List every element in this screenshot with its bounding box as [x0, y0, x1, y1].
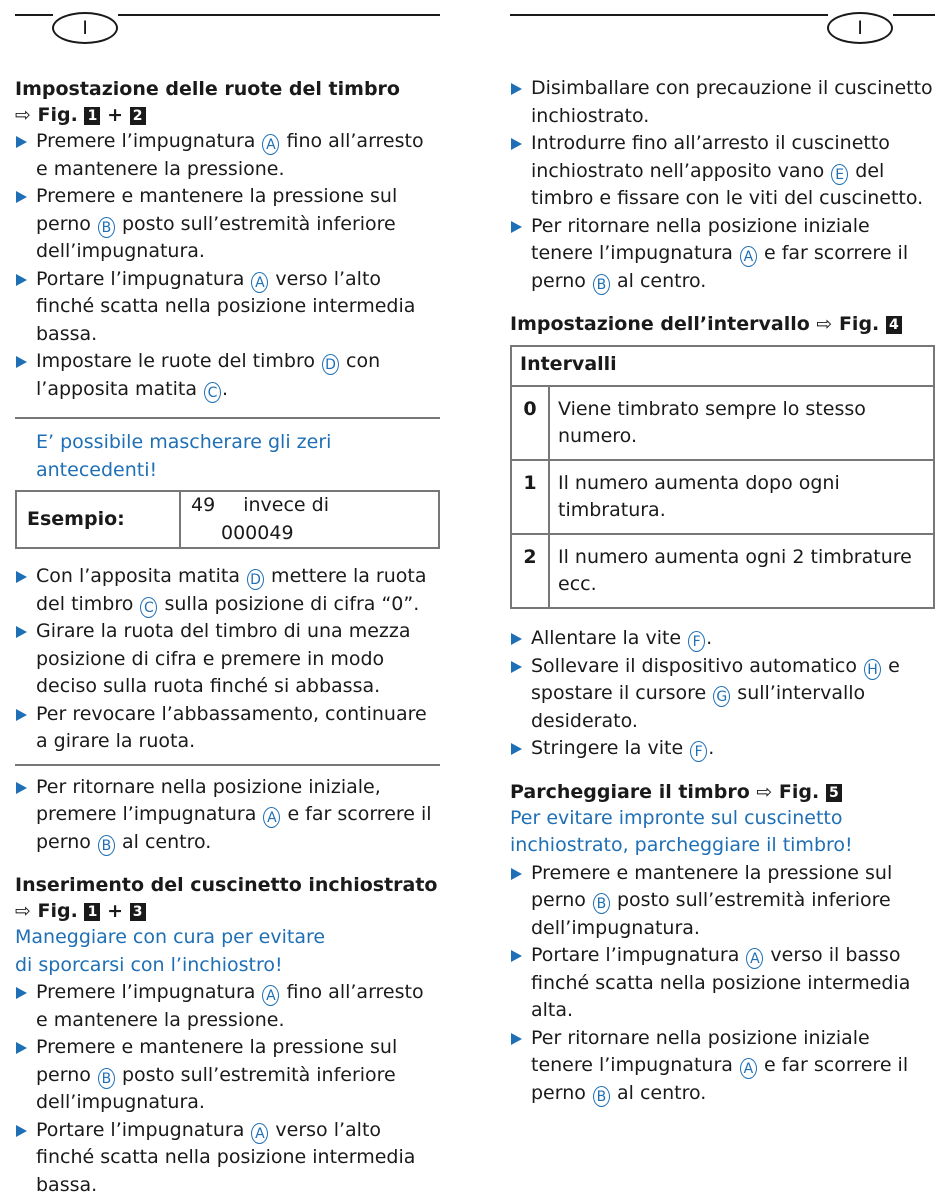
step-list	[15, 128, 440, 403]
section-title-park: Parcheggiare il timbro ⇨ Fig. 5	[510, 779, 935, 805]
step-item: Premere l’impugnatura A fino all’arresto e mantenere la pressione.	[15, 128, 440, 183]
section-title-ink-pad: Inserimento del cuscinetto inchiostrato	[15, 872, 440, 898]
arrow-icon: ⇨	[15, 104, 31, 126]
table-row	[511, 534, 934, 608]
step-item: Introdurre fino all’arresto il cuscinetto inchiostrato nell’apposito vano E del timbro e fissare con le viti del cuscinetto.	[510, 130, 935, 213]
reference-letter-b: B	[593, 1086, 610, 1107]
figure-reference: ⇨ Fig. 1 + 3	[15, 898, 440, 924]
step-item: Premere l’impugnatura A fino all’arresto e mantenere la pressione.	[15, 979, 440, 1034]
interval-description: Il numero aumenta dopo ogni timbratura.	[549, 460, 934, 534]
step-item: Impostare le ruote del timbro D con l’apposita matita C .	[15, 348, 440, 403]
figure-reference: ⇨ Fig. 1 + 2	[15, 102, 440, 128]
figure-number: 2	[130, 107, 146, 125]
example-box	[15, 490, 440, 549]
reference-letter-a: A	[262, 985, 279, 1006]
interval-description: Viene timbrato sempre lo stesso numero.	[549, 386, 934, 460]
reference-letter-f: F	[690, 741, 707, 762]
interval-number: 0	[511, 386, 549, 460]
step-item: Disimballare con precauzione il cuscinetto inchiostrato.	[510, 75, 935, 130]
reference-letter-g: G	[713, 686, 730, 707]
step-item: Girare la ruota del timbro di una mezza posizione di cifra e premere in modo deciso sulla ruota finché si abbassa.	[15, 618, 440, 701]
reference-letter-b: B	[593, 274, 610, 295]
step-list	[15, 979, 440, 1199]
language-badge: I	[52, 12, 118, 44]
arrow-icon: ⇨	[15, 900, 31, 922]
header-rule	[118, 14, 440, 16]
table-row	[511, 460, 934, 534]
step-item: Per ritornare nella posizione iniziale, premere l’impugnatura A e far scorrere il perno B al centro.	[15, 774, 440, 857]
step-list	[15, 774, 440, 857]
step-item: Premere e mantenere la pressione sul perno B posto sull’estremità inferiore dell’impugnatura.	[15, 183, 440, 266]
step-item: Allentare la vite F .	[510, 625, 935, 653]
step-item: Per ritornare nella posizione iniziale tenere l’impugnatura A e far scorrere il perno B al centro.	[510, 1025, 935, 1108]
section-title-wheels: Impostazione delle ruote del timbro	[15, 76, 440, 102]
reference-letter-c: C	[204, 382, 221, 403]
table-row	[511, 386, 934, 460]
step-item: Stringere la vite F .	[510, 735, 935, 763]
intervals-table	[510, 345, 935, 609]
reference-letter-b: B	[98, 217, 115, 238]
reference-letter-a: A	[251, 1123, 268, 1144]
reference-letter-a: A	[740, 1058, 757, 1079]
figure-number: 5	[826, 784, 842, 802]
language-badge: I	[827, 12, 893, 44]
reference-letter-b: B	[98, 1068, 115, 1089]
interval-number: 1	[511, 460, 549, 534]
table-header: Intervalli	[511, 346, 934, 386]
divider	[15, 417, 440, 419]
header-rule	[893, 14, 935, 16]
step-list	[510, 860, 935, 1108]
step-item: Portare l’impugnatura A verso il basso finché scatta nella posizione intermedia alta.	[510, 942, 935, 1025]
warning-text: Per evitare impronte sul cuscinetto inchiostrato, parcheggiare il timbro!	[510, 805, 935, 860]
page-header-right	[510, 0, 935, 60]
left-column	[15, 0, 440, 1199]
reference-letter-f: F	[688, 631, 705, 652]
step-item: Sollevare il dispositivo automatico H e spostare il cursore G sull’intervallo desiderato.	[510, 653, 935, 736]
step-list	[510, 75, 935, 295]
reference-letter-d: D	[247, 569, 264, 590]
figure-number: 3	[130, 903, 146, 921]
step-list	[510, 625, 935, 763]
arrow-icon: ⇨	[816, 313, 832, 335]
step-item: Per revocare l’abbassamento, continuare a girare la ruota.	[15, 701, 440, 756]
step-item: Con l’apposita matita D mettere la ruota del timbro C sulla posizione di cifra “0”.	[15, 563, 440, 618]
arrow-icon: ⇨	[756, 781, 772, 803]
reference-letter-a: A	[746, 948, 763, 969]
reference-letter-b: B	[593, 893, 610, 914]
header-rule	[15, 14, 53, 16]
step-item: Portare l’impugnatura A verso l’alto finché scatta nella posizione intermedia bassa.	[15, 1117, 440, 1199]
figure-number: 4	[886, 316, 902, 334]
step-item: Premere e mantenere la pressione sul perno B posto sull’estremità inferiore dell’impugnatura.	[510, 860, 935, 943]
header-rule	[510, 14, 828, 16]
interval-number: 2	[511, 534, 549, 608]
reference-letter-a: A	[262, 134, 279, 155]
reference-letter-c: C	[140, 597, 157, 618]
right-column	[510, 0, 935, 1107]
reference-letter-e: E	[831, 164, 848, 185]
example-label: Esempio:	[16, 491, 180, 548]
example-value: 49 invece di 000049	[180, 491, 439, 548]
tip-text: E’ possibile mascherare gli zeri antecedenti!	[36, 429, 440, 484]
interval-description: Il numero aumenta ogni 2 timbrature ecc.	[549, 534, 934, 608]
reference-letter-d: D	[322, 354, 339, 375]
warning-text: Maneggiare con cura per evitare di sporcarsi con l’inchiostro!	[15, 924, 440, 979]
reference-letter-a: A	[263, 807, 280, 828]
step-item: Portare l’impugnatura A verso l’alto finché scatta nella posizione intermedia bassa.	[15, 266, 440, 349]
step-item: Premere e mantenere la pressione sul perno B posto sull’estremità inferiore dell’impugnatura.	[15, 1034, 440, 1117]
figure-number: 1	[84, 107, 100, 125]
reference-letter-h: H	[864, 659, 881, 680]
figure-number: 1	[84, 903, 100, 921]
step-list	[15, 563, 440, 756]
section-title-interval: Impostazione dell’intervallo ⇨ Fig. 4	[510, 311, 935, 337]
reference-letter-a: A	[251, 272, 268, 293]
page-header-left	[15, 0, 440, 60]
reference-letter-b: B	[98, 835, 115, 856]
divider	[15, 764, 440, 766]
step-item: Per ritornare nella posizione iniziale tenere l’impugnatura A e far scorrere il perno B al centro.	[510, 213, 935, 296]
reference-letter-a: A	[740, 246, 757, 267]
example-table	[15, 490, 440, 549]
